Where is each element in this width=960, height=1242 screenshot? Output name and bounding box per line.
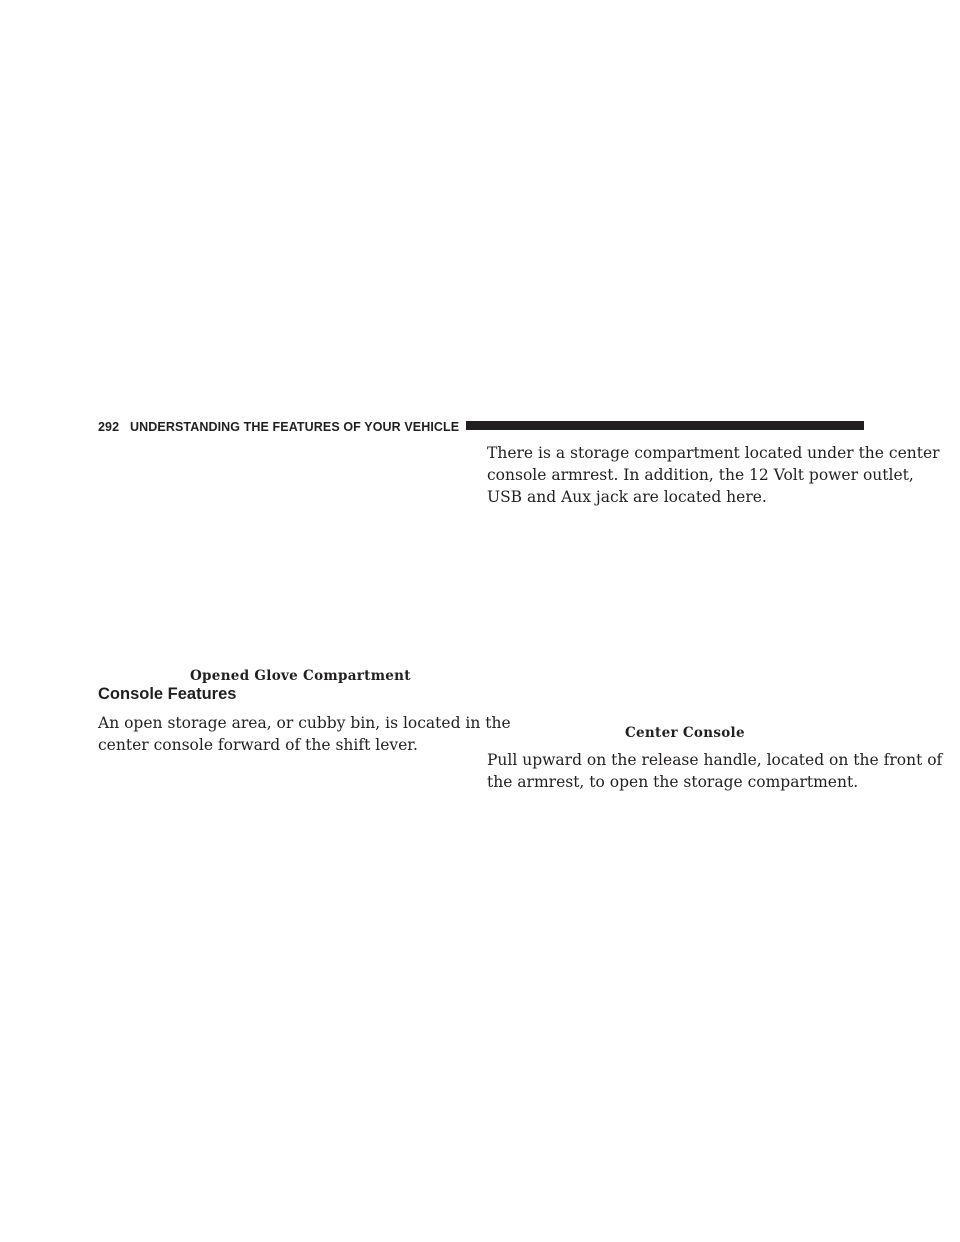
- header-rule: [466, 421, 864, 430]
- console-features-paragraph: [98, 712, 511, 756]
- paragraph-line: An open storage area, or cubby bin, is located in the: [98, 714, 511, 732]
- paragraph-line: Pull upward on the release handle, located on the front of: [487, 751, 943, 769]
- paragraph-line: center console forward of the shift lever.: [98, 736, 418, 754]
- center-console-figure-area: [487, 510, 864, 720]
- center-console-caption: Center Console: [625, 725, 745, 741]
- paragraph-line: There is a storage compartment located under the center: [487, 444, 940, 462]
- paragraph-line: console armrest. In addition, the 12 Volt power outlet,: [487, 466, 914, 484]
- glove-compartment-figure-area: [98, 446, 472, 660]
- paragraph-line: USB and Aux jack are located here.: [487, 488, 767, 506]
- glove-compartment-caption: Opened Glove Compartment: [190, 668, 411, 684]
- console-features-heading: Console Features: [98, 685, 237, 703]
- chapter-title: UNDERSTANDING THE FEATURES OF YOUR VEHICLE: [130, 420, 460, 434]
- running-header: [98, 418, 864, 436]
- paragraph-line: the armrest, to open the storage compartment.: [487, 773, 859, 791]
- release-handle-paragraph: [487, 749, 943, 793]
- storage-compartment-paragraph: [487, 442, 940, 508]
- page-number: 292: [98, 420, 120, 434]
